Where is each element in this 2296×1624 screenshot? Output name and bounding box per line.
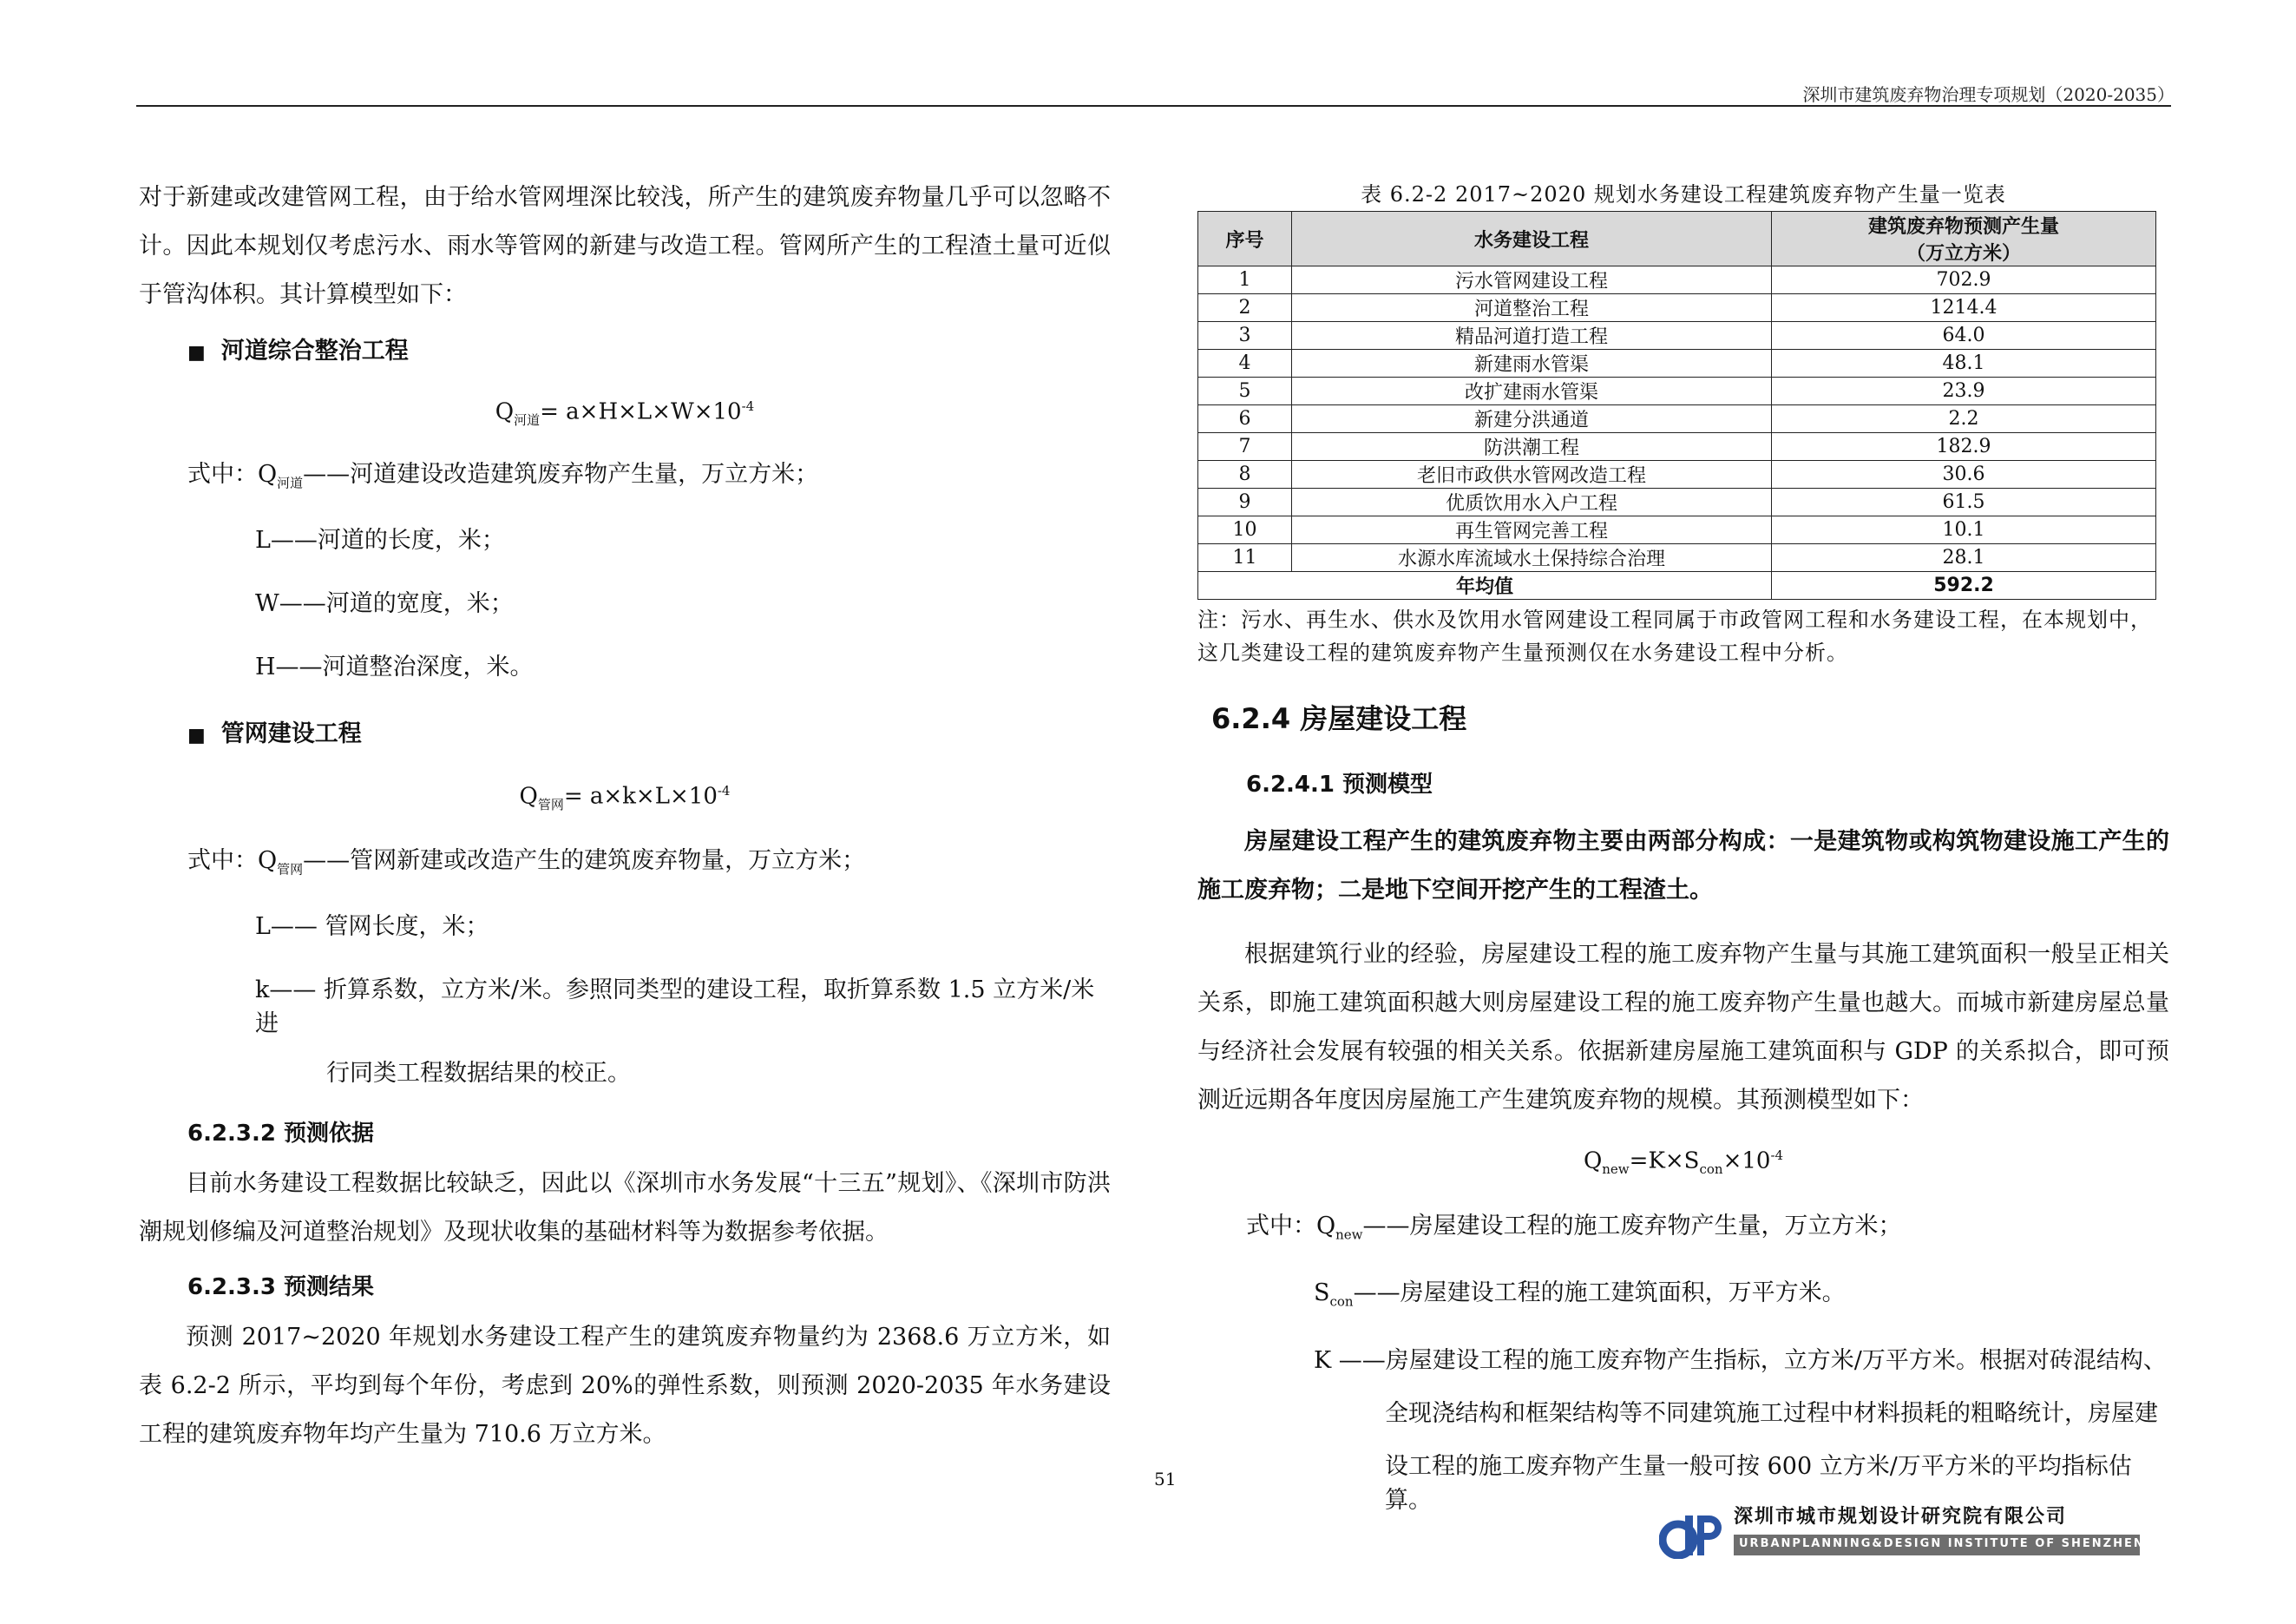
section-6232-title: 6.2.3.2 预测依据 bbox=[187, 1121, 375, 1147]
section-624-title: 6.2.4 房屋建设工程 bbox=[1211, 702, 1467, 735]
cell-amount: 48.1 bbox=[1772, 350, 2156, 378]
header-rule bbox=[136, 105, 2171, 107]
table-body bbox=[1198, 266, 2156, 572]
cell-project: 新建雨水管渠 bbox=[1292, 350, 1772, 378]
def-building-k: K ——房屋建设工程的施工废弃物产生指标，立方米/万平方米。根据对砖混结构、 bbox=[1314, 1346, 2167, 1374]
table-row bbox=[1198, 461, 2156, 489]
footer-label: 年均值 bbox=[1198, 572, 1772, 600]
def-pipe-q: 式中：$Q_{管网}——$管网新建或改造产生的建筑废弃物量，万立方米； bbox=[187, 847, 866, 878]
header-no: 序号 bbox=[1198, 212, 1292, 266]
cell-amount: 28.1 bbox=[1772, 544, 2156, 572]
cell-no: 2 bbox=[1198, 294, 1292, 322]
section-6233-title: 6.2.3.3 预测结果 bbox=[187, 1274, 375, 1301]
table-row bbox=[1198, 350, 2156, 378]
table-row bbox=[1198, 516, 2156, 544]
cell-amount: 10.1 bbox=[1772, 516, 2156, 544]
def-river-w: W——河道的宽度，米； bbox=[255, 590, 514, 618]
header-project: 水务建设工程 bbox=[1292, 212, 1772, 266]
formula-pipe-body: = a×k×L×10 bbox=[563, 783, 718, 810]
cell-amount: 1214.4 bbox=[1772, 294, 2156, 322]
cell-project: 水源水库流域水土保持综合治理 bbox=[1292, 544, 1772, 572]
cell-project: 优质饮用水入户工程 bbox=[1292, 489, 1772, 516]
cell-no: 4 bbox=[1198, 350, 1292, 378]
table-note: 注：污水、再生水、供水及饮用水管网建设工程同属于市政管网工程和水务建设工程，在本规划中，这几类建设工程的建筑废弃物产生量预测仅在水务建设工程中分析。 bbox=[1197, 608, 2152, 665]
formula-river-body: = a×H×L×W×10 bbox=[540, 398, 742, 425]
def-pipe-k-cont: 行同类工程数据结果的校正。 bbox=[326, 1060, 631, 1088]
cell-amount: 2.2 bbox=[1772, 405, 2156, 433]
cell-amount: 64.0 bbox=[1772, 322, 2156, 350]
square-bullet-icon: ■ bbox=[187, 725, 206, 747]
bold-paragraph: 房屋建设工程产生的建筑废弃物主要由两部分构成：一是建筑物或构筑物建设施工产生的施工废弃物；二是地下空间开挖产生的工程渣土。 bbox=[1197, 828, 2169, 904]
def-river-h: H——河道整治深度，米。 bbox=[255, 654, 534, 681]
def-building-s: $S_{con}——$房屋建设工程的施工建筑面积，万平方米。 bbox=[1314, 1279, 1846, 1310]
bullet-river-label: 河道综合整治工程 bbox=[220, 338, 409, 365]
cell-project: 老旧市政供水管网改造工程 bbox=[1292, 461, 1772, 489]
page-number: 51 bbox=[1154, 1469, 1177, 1489]
table-row bbox=[1198, 378, 2156, 405]
def-building-q: 式中：$Q_{new}——$房屋建设工程的施工废弃物产生量，万立方米； bbox=[1246, 1212, 1902, 1243]
cell-amount: 23.9 bbox=[1772, 378, 2156, 405]
formula-pipe-q: Q bbox=[519, 783, 538, 810]
table-row bbox=[1198, 544, 2156, 572]
formula-river bbox=[139, 398, 1111, 429]
cell-project: 新建分洪通道 bbox=[1292, 405, 1772, 433]
table-row bbox=[1198, 266, 2156, 294]
def-river-l: L——河道的长度，米； bbox=[255, 527, 505, 555]
cell-no: 7 bbox=[1198, 433, 1292, 461]
cell-amount: 182.9 bbox=[1772, 433, 2156, 461]
formula-river-sub: 河道 bbox=[514, 411, 541, 428]
cell-project: 改扩建雨水管渠 bbox=[1292, 378, 1772, 405]
cell-no: 8 bbox=[1198, 461, 1292, 489]
section-6232-text: 目前水务建设工程数据比较缺乏，因此以《深圳市水务发展“十三五”规划》、《深圳市防洪潮规划修编及河道整治规划》及现状收集的基础材料等为数据参考依据。 bbox=[139, 1170, 1111, 1246]
cell-no: 10 bbox=[1198, 516, 1292, 544]
formula-river-q: Q bbox=[495, 398, 515, 425]
institute-name-cn: 深圳市城市规划设计研究院有限公司 bbox=[1734, 1506, 2068, 1528]
bullet-river-works bbox=[187, 332, 1111, 365]
cell-no: 3 bbox=[1198, 322, 1292, 350]
formula-pipe-sup: -4 bbox=[717, 783, 731, 799]
footer-amount: 592.2 bbox=[1772, 572, 2156, 600]
cell-no: 1 bbox=[1198, 266, 1292, 294]
table-row bbox=[1198, 294, 2156, 322]
def-pipe-l: L—— 管网长度，米； bbox=[255, 913, 489, 941]
table-row bbox=[1198, 433, 2156, 461]
model-paragraph: 根据建筑行业的经验，房屋建设工程的施工废弃物产生量与其施工建筑面积一般呈正相关关系，即施工建筑面积越大则房屋建设工程的施工废弃物产生量也越大。而城市新建房屋总量与经济社会发展有较强的相关关系。依据新建房屋施工建筑面积与 GDP 的关系拟合，即可预测近远期各年度因房屋施工产生建筑废弃物的规模。其预测模型如下： bbox=[1197, 941, 2169, 1114]
running-header: 深圳市建筑废弃物治理专项规划（2020-2035） bbox=[1802, 84, 2175, 105]
table-caption: 表 6.2-2 2017~2020 规划水务建设工程建筑废弃物产生量一览表 bbox=[1361, 182, 2006, 207]
water-projects-table bbox=[1197, 211, 2156, 600]
formula-pipe bbox=[139, 783, 1111, 813]
section-6233-text: 预测 2017~2020 年规划水务建设工程产生的建筑废弃物量约为 2368.6 万立方米，如表 6.2-2 所示，平均到每个年份，考虑到 20%的弹性系数，则预测 2020-2035 年水务建设工程的建筑废弃物年均产生量为 710.6 万立方米。 bbox=[139, 1324, 1111, 1449]
formula-pipe-sub: 管网 bbox=[537, 797, 564, 813]
section-6241-title: 6.2.4.1 预测模型 bbox=[1246, 772, 1433, 798]
table-header-row bbox=[1198, 212, 2156, 266]
intro-paragraph: 对于新建或改建管网工程，由于给水管网埋深比较浅，所产生的建筑废弃物量几乎可以忽略不计。因此本规划仅考虑污水、雨水等管网的新建与改造工程。管网所产生的工程渣土量可近似于管沟体积。其计算模型如下： bbox=[139, 184, 1111, 308]
def-river-q: 式中：$Q_{河道}——$河道建设改造建筑废弃物产生量，万立方米； bbox=[187, 460, 819, 491]
cell-amount: 30.6 bbox=[1772, 461, 2156, 489]
square-bullet-icon: ■ bbox=[187, 342, 206, 364]
institute-logo bbox=[1659, 1502, 2154, 1562]
cell-project: 防洪潮工程 bbox=[1292, 433, 1772, 461]
formula-river-sup: -4 bbox=[741, 398, 755, 414]
def-building-k-cont2: 设工程的施工废弃物产生量一般可按 600 立方米/万平方米的平均指标估算。 bbox=[1385, 1452, 2132, 1514]
cell-amount: 61.5 bbox=[1772, 489, 2156, 516]
cell-no: 6 bbox=[1198, 405, 1292, 433]
def-building-k-cont1: 全现浇结构和框架结构等不同建筑施工过程中材料损耗的粗略统计，房屋建 bbox=[1385, 1399, 2158, 1427]
table-row bbox=[1198, 322, 2156, 350]
right-column bbox=[1197, 177, 2169, 1515]
cell-project: 再生管网完善工程 bbox=[1292, 516, 1772, 544]
cell-project: 精品河道打造工程 bbox=[1292, 322, 1772, 350]
cell-no: 5 bbox=[1198, 378, 1292, 405]
formula-building: $Q_{new}=K\times S_{con}\times 10^{-4}$ bbox=[1583, 1147, 1784, 1177]
def-pipe-k: k—— 折算系数，立方米/米。参照同类型的建设工程，取折算系数 1.5 立方米/米进 bbox=[255, 976, 1095, 1038]
left-column bbox=[139, 174, 1111, 1459]
cell-amount: 702.9 bbox=[1772, 266, 2156, 294]
cell-no: 11 bbox=[1198, 544, 1292, 572]
cdp-logo-icon bbox=[1659, 1510, 1727, 1559]
table-footer-row bbox=[1198, 572, 2156, 600]
cell-project: 污水管网建设工程 bbox=[1292, 266, 1772, 294]
bullet-pipe-label: 管网建设工程 bbox=[220, 720, 362, 748]
cell-project: 河道整治工程 bbox=[1292, 294, 1772, 322]
table-row bbox=[1198, 489, 2156, 516]
institute-name-en: URBANPLANNING&DESIGN INSTITUTE OF SHENZHEN bbox=[1739, 1537, 2145, 1550]
cell-no: 9 bbox=[1198, 489, 1292, 516]
bullet-pipe-works bbox=[187, 714, 1111, 748]
table-row bbox=[1198, 405, 2156, 433]
header-amount: 建筑废弃物预测产生量 （万立方米） bbox=[1772, 212, 2156, 266]
